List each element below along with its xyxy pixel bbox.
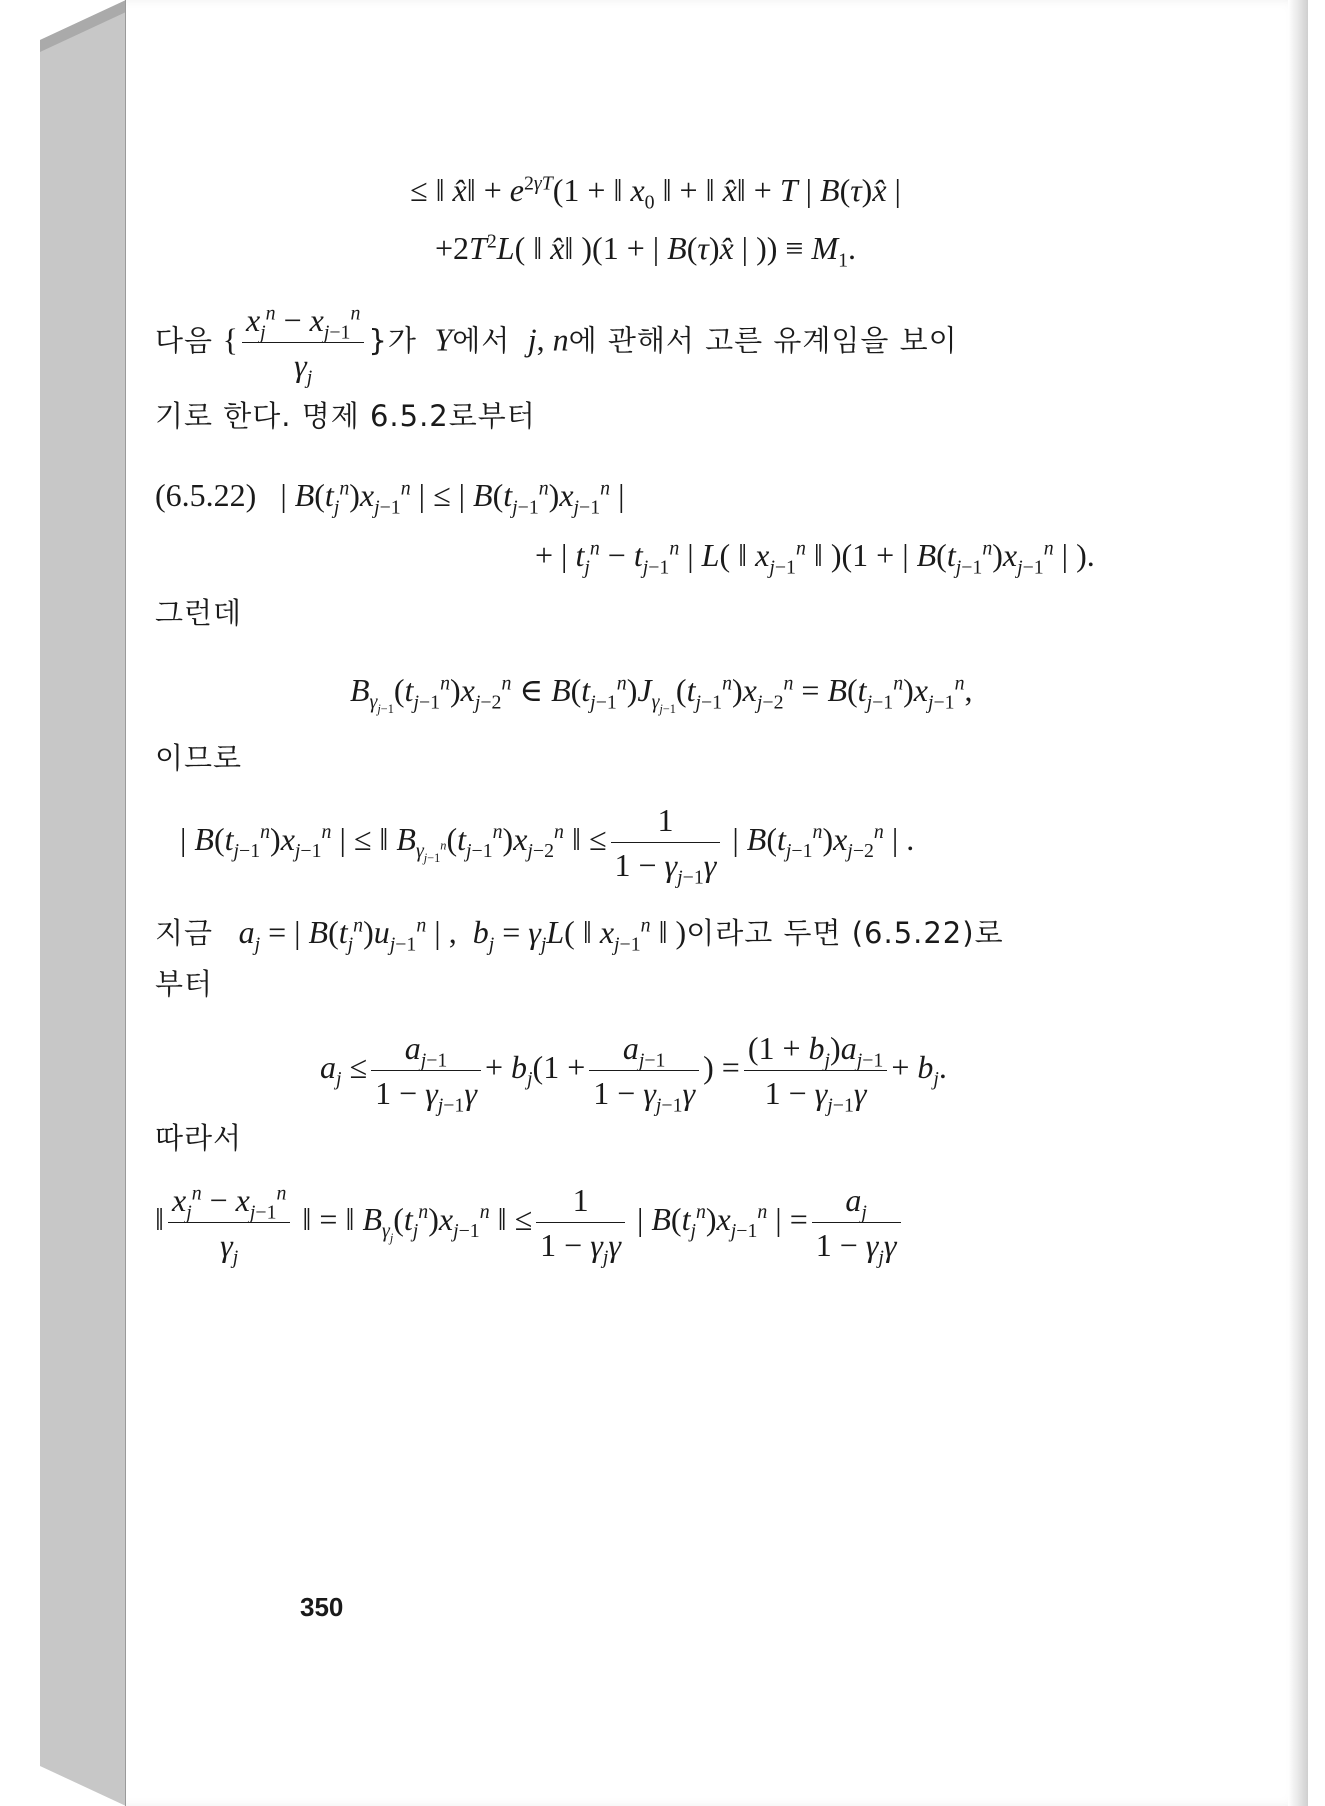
equation-bound-1: | $B(t_{j-1}^n)x_{j-1}^n$ | ≤ ‖ $B_{\gamma_{j-1}^n}(t_{j-1}^n)x_{j-2}^n$ ‖ ≤ $\frac{1}{1 - \gamma_{j-1}\gamma}$ | $B(t_{j-1}^n)x_{j-2}^n$ | . [180, 802, 915, 889]
fraction-final-1: $\frac{x_j^n - x_{j-1}^n}{\gamma_j}$ [168, 1180, 290, 1265]
text-ga: }가 [368, 323, 417, 358]
text-boundedness: 에 관해서 고른 유계임을 보이 [568, 323, 958, 358]
text-gereonde: 그런데 [155, 596, 243, 630]
fraction-final-2: $\frac{1}{1 - \gamma_j\gamma}$ [536, 1180, 625, 1265]
text-buteo: 부터 [155, 967, 214, 1001]
equation-label: (6.5.22) [155, 477, 257, 513]
fraction-difference-quotient: $\frac{x_j^n - x_{j-1}^n}{\gamma_j}$ [242, 300, 364, 385]
paragraph-1: 다음 { $\frac{x_j^n - x_{j-1}^n}{\gamma_j}$ }가 Y에서 j, n에 관해서 고른 유계임을 보이 [155, 302, 958, 389]
equation-line-2: $+2T^2L$( ‖ x̂‖ )(1 + | B(τ)x̂ | )) ≡ $M_1$. [435, 230, 857, 272]
text-ttaraseo: 따라서 [155, 1121, 243, 1155]
equation-final-bound: ‖ $\frac{x_j^n - x_{j-1}^n}{\gamma_j}$ ‖ = ‖ $B_{\gamma_j}(t_j^n)x_{j-1}^n$ ‖ ≤ $\frac{1}{1 - \gamma_j\gamma}$ | $B(t_j^n)x_{j-1}^n$ | = $\frac{a_j}{1 - \gamma_j\gamma}$ [155, 1180, 905, 1265]
text-daeum: 다음 [155, 323, 214, 358]
equation-line-1: ≤ ‖ x̂‖ + $e^{2\gamma T}(1$ + ‖ $x_0$ ‖ + ‖ x̂‖ + T | B(τ)x̂ | [410, 172, 901, 214]
text-irago: 이라고 두면 (6.5.22)로 [686, 916, 1004, 950]
equation-6-5-22-line-2: + | $t_j^n - t_{j-1}^n$ | L( ‖ $x_{j-1}^n$ ‖ )(1 + | $B(t_{j-1}^n)x_{j-1}^n$ | ). [535, 537, 1095, 579]
paragraph-1-cont: 기로 한다. 명제 6.5.2로부터 [155, 399, 536, 433]
fraction-a-3: $\frac{(1 + b_j)a_{j-1}}{1 - \gamma_{j-1}\gamma}$ [744, 1028, 888, 1113]
paragraph-definitions: 지금 $a_j$ = | $B(t_j^n)u_{j-1}^n$ | , $b_j = \gamma_jL$( ‖ $x_{j-1}^n$ ‖ )이라고 두면 (6.5.22)로 [155, 914, 1004, 956]
equation-6-5-22-line-1: (6.5.22) | $B(t_j^n)x_{j-1}^n$ | ≤ | $B(t_{j-1}^n)x_{j-1}^n$ | [155, 477, 625, 519]
fraction-a-1: $\frac{a_{j-1}}{1 - \gamma_{j-1}\gamma}$ [371, 1028, 481, 1113]
page-number: 350 [300, 1592, 344, 1622]
book-spine-side [40, 0, 126, 1806]
text-eseo: 에서 [452, 323, 511, 358]
book-page [126, 0, 1308, 1806]
equation-b-relation: $B_{\gamma_{j-1}}(t_{j-1}^n)x_{j-2}^n$ ∈ $B(t_{j-1}^n)J_{\gamma_{j-1}}(t_{j-1}^n)x_{j-2}^n = B(t_{j-1}^n)x_{j-1}^n$, [350, 672, 973, 717]
fraction-a-2: $\frac{a_{j-1}}{1 - \gamma_{j-1}\gamma}$ [589, 1028, 699, 1113]
page-edge-shadow [1288, 0, 1308, 1806]
equation-a-recursion: $a_j$ ≤ $\frac{a_{j-1}}{1 - \gamma_{j-1}\gamma}$ + $b_j(1$ + $\frac{a_{j-1}}{1 - \gamma_{j-1}\gamma}$ ) = $\frac{(1 + b_j)a_{j-1}}{1 - \gamma_{j-1}\gamma}$ + $b_j$. [320, 1030, 947, 1117]
text-imeuro: 이므로 [155, 741, 243, 775]
text-jigeum: 지금 [155, 916, 214, 950]
fraction-one-over: $\frac{1}{1 - \gamma_{j-1}\gamma}$ [611, 800, 721, 885]
fraction-final-3: $\frac{a_j}{1 - \gamma_j\gamma}$ [812, 1180, 901, 1265]
